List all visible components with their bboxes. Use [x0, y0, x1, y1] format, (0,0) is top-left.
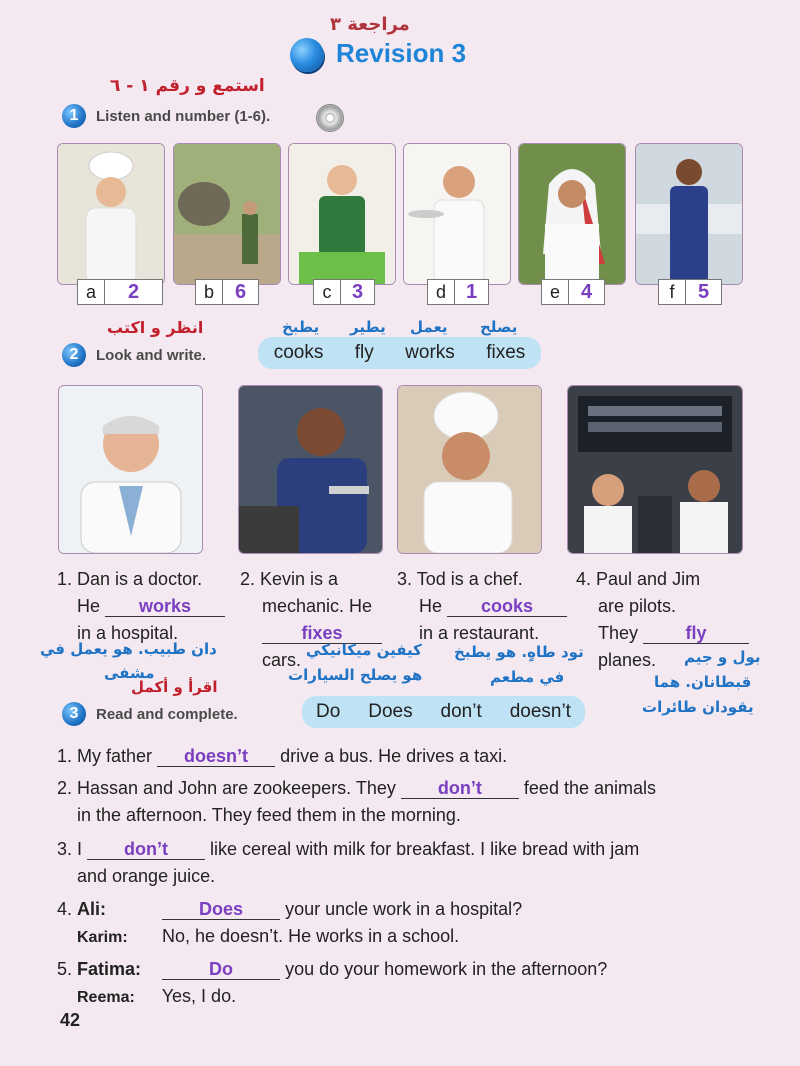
exercise-3-arabic-line1: تود طاهٍ. هو يطبخ — [454, 643, 584, 661]
item-text: like cereal with milk for breakfast. I like bread with jam — [210, 839, 640, 859]
exercise-line: cars. — [262, 650, 302, 670]
answer-blank[interactable]: fly — [643, 623, 749, 644]
answer-letter: d — [428, 280, 455, 304]
photo-gardener — [288, 143, 396, 285]
answer-blank[interactable]: works — [105, 596, 225, 617]
section3-item-5 — [57, 956, 607, 1011]
item-text: No, he doesn’t. He works in a school. — [162, 926, 460, 946]
section3-word-box — [302, 696, 585, 728]
section2-arabic: انظر و اكتب — [107, 318, 204, 337]
item-text: feed the animals — [523, 778, 657, 798]
exercise-line: in a restaurant. — [419, 623, 540, 643]
exercise-3 — [397, 566, 567, 647]
word-option: cooks — [273, 342, 324, 363]
speaker-name: Karim: — [77, 929, 128, 946]
answer-box-b[interactable] — [195, 279, 259, 305]
word-ar-works: يعمل — [410, 318, 448, 336]
photo-pilots — [567, 385, 743, 554]
speaker-name: Fatima: — [77, 959, 142, 979]
word-ar-cooks: يطبخ — [282, 318, 320, 336]
section3-arabic: اقرأ و أكمل — [131, 678, 218, 696]
answer-number[interactable]: 5 — [697, 280, 710, 303]
photo-mechanic — [238, 385, 383, 554]
exercise-1 — [57, 566, 225, 647]
answer-number[interactable]: 2 — [127, 280, 140, 303]
word-option: doesn’t — [509, 701, 571, 722]
answer-blank[interactable]: doesn’t — [157, 746, 275, 767]
word-option: Does — [368, 701, 413, 722]
exercise-1-arabic-line1: دان طبيب. هو يعمل في — [40, 640, 217, 658]
answer-blank[interactable]: Do — [162, 959, 280, 980]
photo-zookeeper — [173, 143, 281, 285]
exercise-line: 4. Paul and Jim — [576, 569, 701, 589]
section1-arabic: استمع و رقم ١ - ٦ — [110, 76, 265, 96]
item-text: your uncle work in a hospital? — [285, 899, 523, 919]
exercise-3-arabic-line2: في مطعم — [490, 668, 565, 686]
answer-number[interactable]: 3 — [351, 280, 364, 303]
section3-item-1 — [57, 743, 507, 770]
exercise-4-arabic-line1: بول و جيم — [684, 648, 761, 666]
exercise-line: in a hospital. — [77, 623, 179, 643]
word-ar-fixes: يصلح — [480, 318, 518, 336]
item-number: 5. — [57, 959, 73, 979]
section2-number: 2 — [62, 343, 86, 367]
answer-number[interactable]: 6 — [234, 280, 247, 303]
section3-item-3 — [57, 836, 639, 890]
item-text: 1. My father — [57, 746, 153, 766]
item-text: and orange juice. — [77, 866, 216, 886]
exercise-4-arabic-line3: يقودان طائرات — [642, 698, 754, 716]
answer-letter: a — [78, 280, 105, 304]
item-text: 2. Hassan and John are zookeepers. They — [57, 778, 396, 798]
title-arabic: مراجعة ٣ — [330, 14, 410, 35]
exercise-2-arabic-line1: كيفين ميكانيكي — [306, 641, 422, 659]
answer-blank[interactable]: don’t — [87, 839, 205, 860]
section1-label: Listen and number (1-6). — [96, 108, 271, 125]
answer-number[interactable]: 4 — [580, 280, 593, 303]
answer-blank[interactable]: cooks — [447, 596, 567, 617]
photo-pilot-overalls — [635, 143, 743, 285]
section2-word-box — [258, 337, 541, 369]
answer-number[interactable]: 1 — [465, 280, 478, 303]
exercise-line: planes. — [598, 650, 657, 670]
word-option: works — [405, 342, 455, 363]
photo-waiter — [403, 143, 511, 285]
answer-box-f[interactable] — [658, 279, 722, 305]
exercise-line: He — [419, 596, 443, 616]
section3-item-2 — [57, 775, 656, 829]
answer-blank[interactable]: don’t — [401, 778, 519, 799]
exercise-line: 3. Tod is a chef. — [397, 569, 523, 589]
section3-number: 3 — [62, 702, 86, 726]
answer-blank[interactable]: fixes — [262, 623, 382, 644]
photo-man-ghutra — [518, 143, 626, 285]
answer-box-e[interactable] — [541, 279, 605, 305]
answer-letter: f — [659, 280, 686, 304]
answer-box-a[interactable] — [77, 279, 163, 305]
answer-box-c[interactable] — [313, 279, 375, 305]
page-number: 42 — [60, 1010, 81, 1030]
item-text: Yes, I do. — [161, 986, 237, 1006]
answer-letter: e — [542, 280, 569, 304]
word-option: fixes — [486, 342, 526, 363]
word-option: don’t — [440, 701, 482, 722]
answer-box-d[interactable] — [427, 279, 489, 305]
exercise-4-arabic-line2: قبطانان. هما — [654, 673, 752, 691]
photo-chef — [57, 143, 165, 285]
exercise-2-arabic-line2: هو يصلح السيارات — [288, 666, 423, 684]
word-option: Do — [315, 701, 341, 722]
photo-chef-tod — [397, 385, 542, 554]
exercise-line: 2. Kevin is a — [240, 569, 339, 589]
item-text: drive a bus. He drives a taxi. — [280, 746, 508, 766]
speaker-name: Ali: — [77, 899, 107, 919]
exercise-1-arabic-line2: مشفى — [104, 664, 155, 682]
exercise-line: They — [598, 623, 639, 643]
photo-doctor — [58, 385, 203, 554]
exercise-line: 1. Dan is a doctor. — [57, 569, 203, 589]
answer-letter: b — [196, 280, 223, 304]
answer-letter: c — [314, 280, 341, 304]
section1-number: 1 — [62, 104, 86, 128]
answer-blank[interactable]: Does — [162, 899, 280, 920]
item-text: in the afternoon. They feed them in the morning. — [77, 805, 461, 825]
word-ar-fly: يطير — [350, 318, 386, 336]
item-number: 4. — [57, 899, 73, 919]
speaker-name: Reema: — [77, 989, 135, 1006]
section3-label: Read and complete. — [96, 706, 238, 723]
item-text: you do your homework in the afternoon? — [285, 959, 608, 979]
section3-item-4 — [57, 896, 522, 951]
exercise-line: are pilots. — [598, 596, 677, 616]
section2-label: Look and write. — [96, 347, 207, 364]
title-bullet-icon — [290, 38, 324, 72]
item-text: 3. I — [57, 839, 83, 859]
page-title: Revision 3 — [336, 38, 467, 68]
word-option: fly — [354, 342, 374, 363]
exercise-line: He — [77, 596, 101, 616]
cd-audio-icon[interactable] — [316, 104, 344, 132]
exercise-line: mechanic. He — [262, 596, 373, 616]
